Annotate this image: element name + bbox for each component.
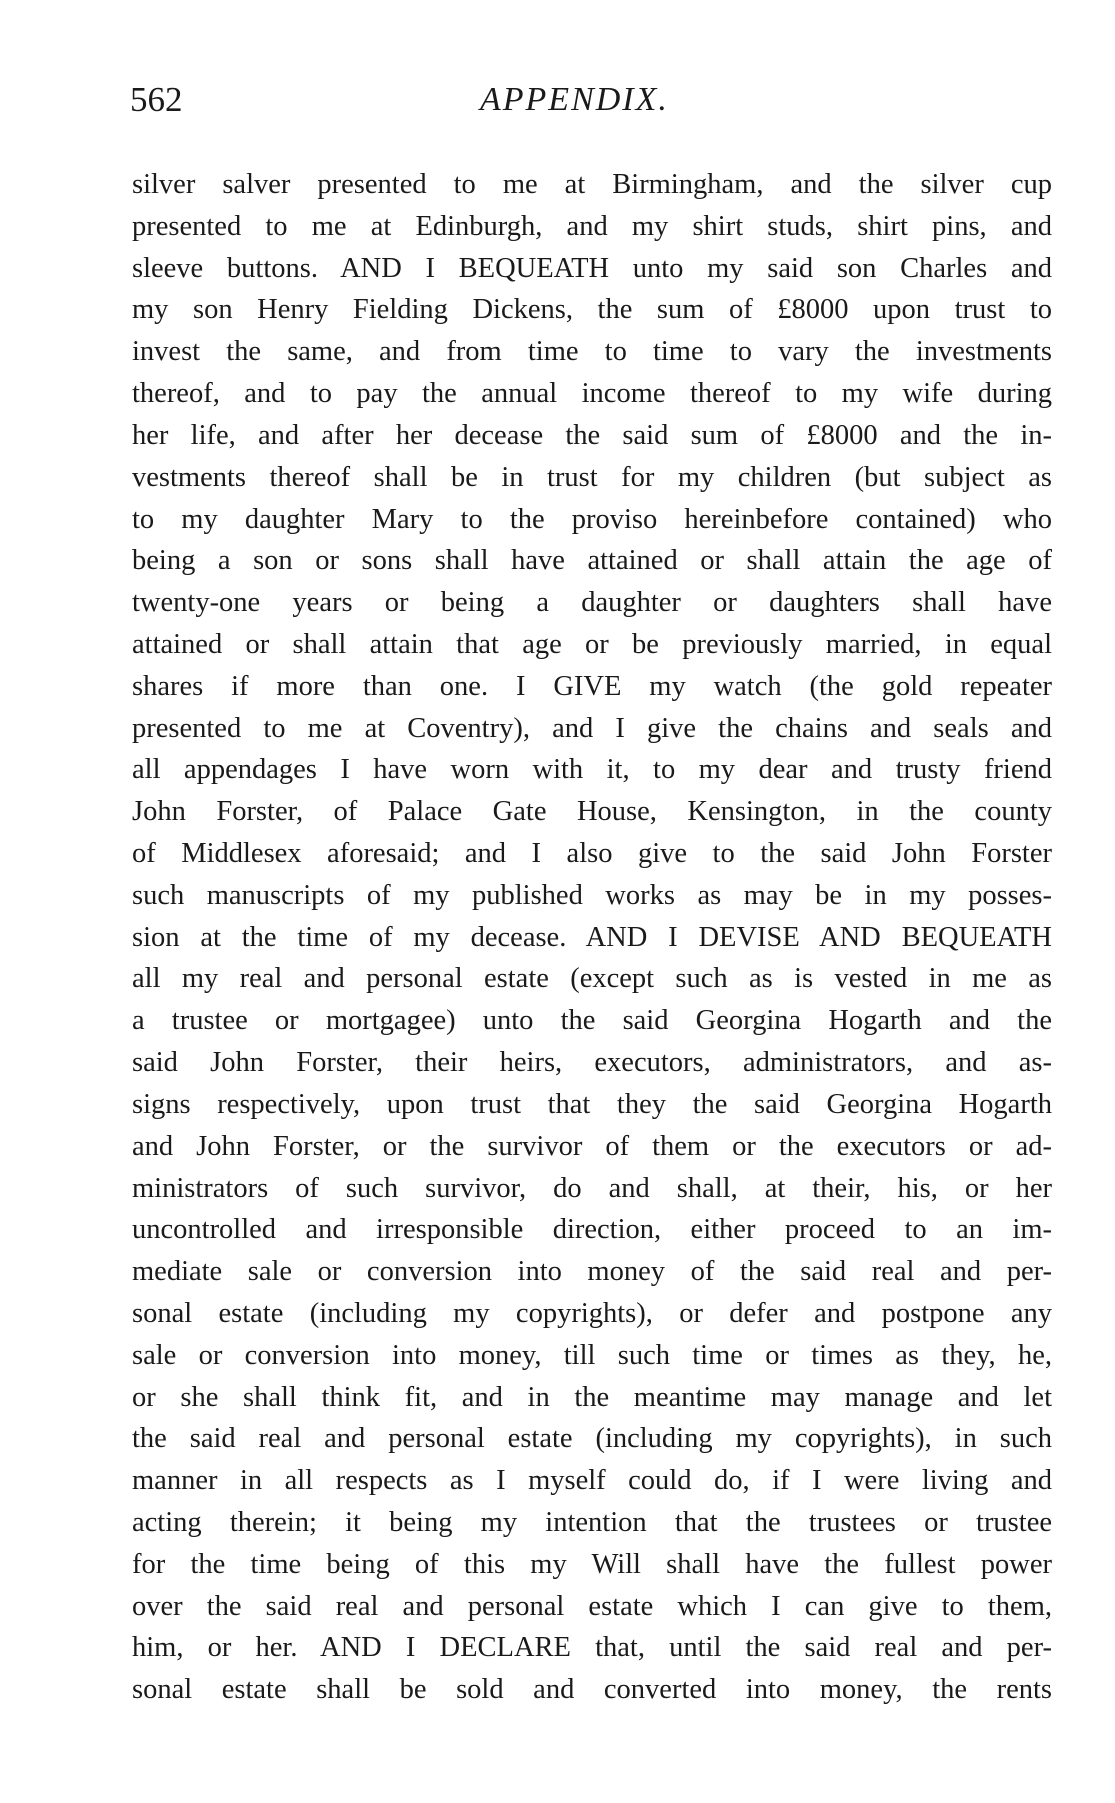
- text-line: said John Forster, their heirs, executors, administrators, and as-: [132, 1047, 1052, 1079]
- text-line: invest the same, and from time to time to vary the investments: [132, 336, 1052, 368]
- text-line: thereof, and to pay the annual income thereof to my wife during: [132, 378, 1052, 410]
- text-line: such manuscripts of my published works as may be in my posses-: [132, 879, 1052, 911]
- text-line: mediate sale or conversion into money of the said real and per-: [132, 1256, 1052, 1288]
- text-line: all appendages I have worn with it, to my dear and trusty friend: [132, 754, 1052, 786]
- text-line: sonal estate shall be sold and converted into money, the rents: [132, 1674, 1052, 1706]
- text-line: silver salver presented to me at Birmingham, and the silver cup: [132, 169, 1052, 200]
- text-line: ministrators of such survivor, do and shall, at their, his, or her: [132, 1172, 1052, 1204]
- text-line: sonal estate (including my copyrights), or defer and postpone any: [132, 1297, 1052, 1329]
- text-line: the said real and personal estate (including my copyrights), in such: [132, 1423, 1052, 1455]
- text-line: for the time being of this my Will shall have the fullest power: [132, 1548, 1052, 1580]
- text-line: all my real and personal estate (except such as is vested in me as: [132, 963, 1052, 995]
- text-line: over the said real and personal estate which I can give to them,: [132, 1590, 1052, 1622]
- text-line: him, or her. AND I DECLARE that, until the said real and per-: [132, 1632, 1052, 1664]
- text-line: John Forster, of Palace Gate House, Kensington, in the county: [132, 796, 1052, 828]
- text-line: twenty-one years or being a daughter or daughters shall have: [132, 587, 1052, 619]
- text-line: being a son or sons shall have attained or shall attain the age of: [132, 545, 1052, 577]
- text-line: vestments thereof shall be in trust for my children (but subject as: [132, 461, 1052, 493]
- text-line: presented to me at Coventry), and I give the chains and seals and: [132, 712, 1052, 744]
- text-line: and John Forster, or the survivor of them or the executors or ad-: [132, 1130, 1052, 1162]
- text-line: acting therein; it being my intention that the trustees or trustee: [132, 1507, 1052, 1538]
- text-line: or she shall think fit, and in the meantime may manage and let: [132, 1381, 1052, 1413]
- text-line: sleeve buttons. AND I BEQUEATH unto my said son Charles and: [132, 252, 1052, 284]
- text-line: my son Henry Fielding Dickens, the sum of £8000 upon trust to: [132, 294, 1052, 326]
- text-line: shares if more than one. I GIVE my watch (the gold repeater: [132, 670, 1052, 702]
- body-text: [132, 164, 1052, 1711]
- text-line: a trustee or mortgagee) unto the said Georgina Hogarth and the: [132, 1005, 1052, 1037]
- text-line: manner in all respects as I myself could do, if I were living and: [132, 1465, 1052, 1497]
- text-line: to my daughter Mary to the proviso hereinbefore contained) who: [132, 503, 1052, 535]
- text-line: sion at the time of my decease. AND I DEVISE AND BEQUEATH: [132, 921, 1052, 953]
- text-line: presented to me at Edinburgh, and my shirt studs, shirt pins, and: [132, 210, 1052, 242]
- text-line: uncontrolled and irresponsible direction, either proceed to an im-: [132, 1214, 1052, 1246]
- running-title: APPENDIX.: [480, 81, 669, 118]
- text-line: attained or shall attain that age or be previously married, in equal: [132, 628, 1052, 660]
- text-line: her life, and after her decease the said sum of £8000 and the in-: [132, 419, 1052, 451]
- page-number: 562: [130, 80, 183, 119]
- text-line: sale or conversion into money, till such time or times as they, he,: [132, 1339, 1052, 1371]
- text-line: of Middlesex aforesaid; and I also give to the said John Forster: [132, 838, 1052, 869]
- text-line: signs respectively, upon trust that they the said Georgina Hogarth: [132, 1088, 1052, 1120]
